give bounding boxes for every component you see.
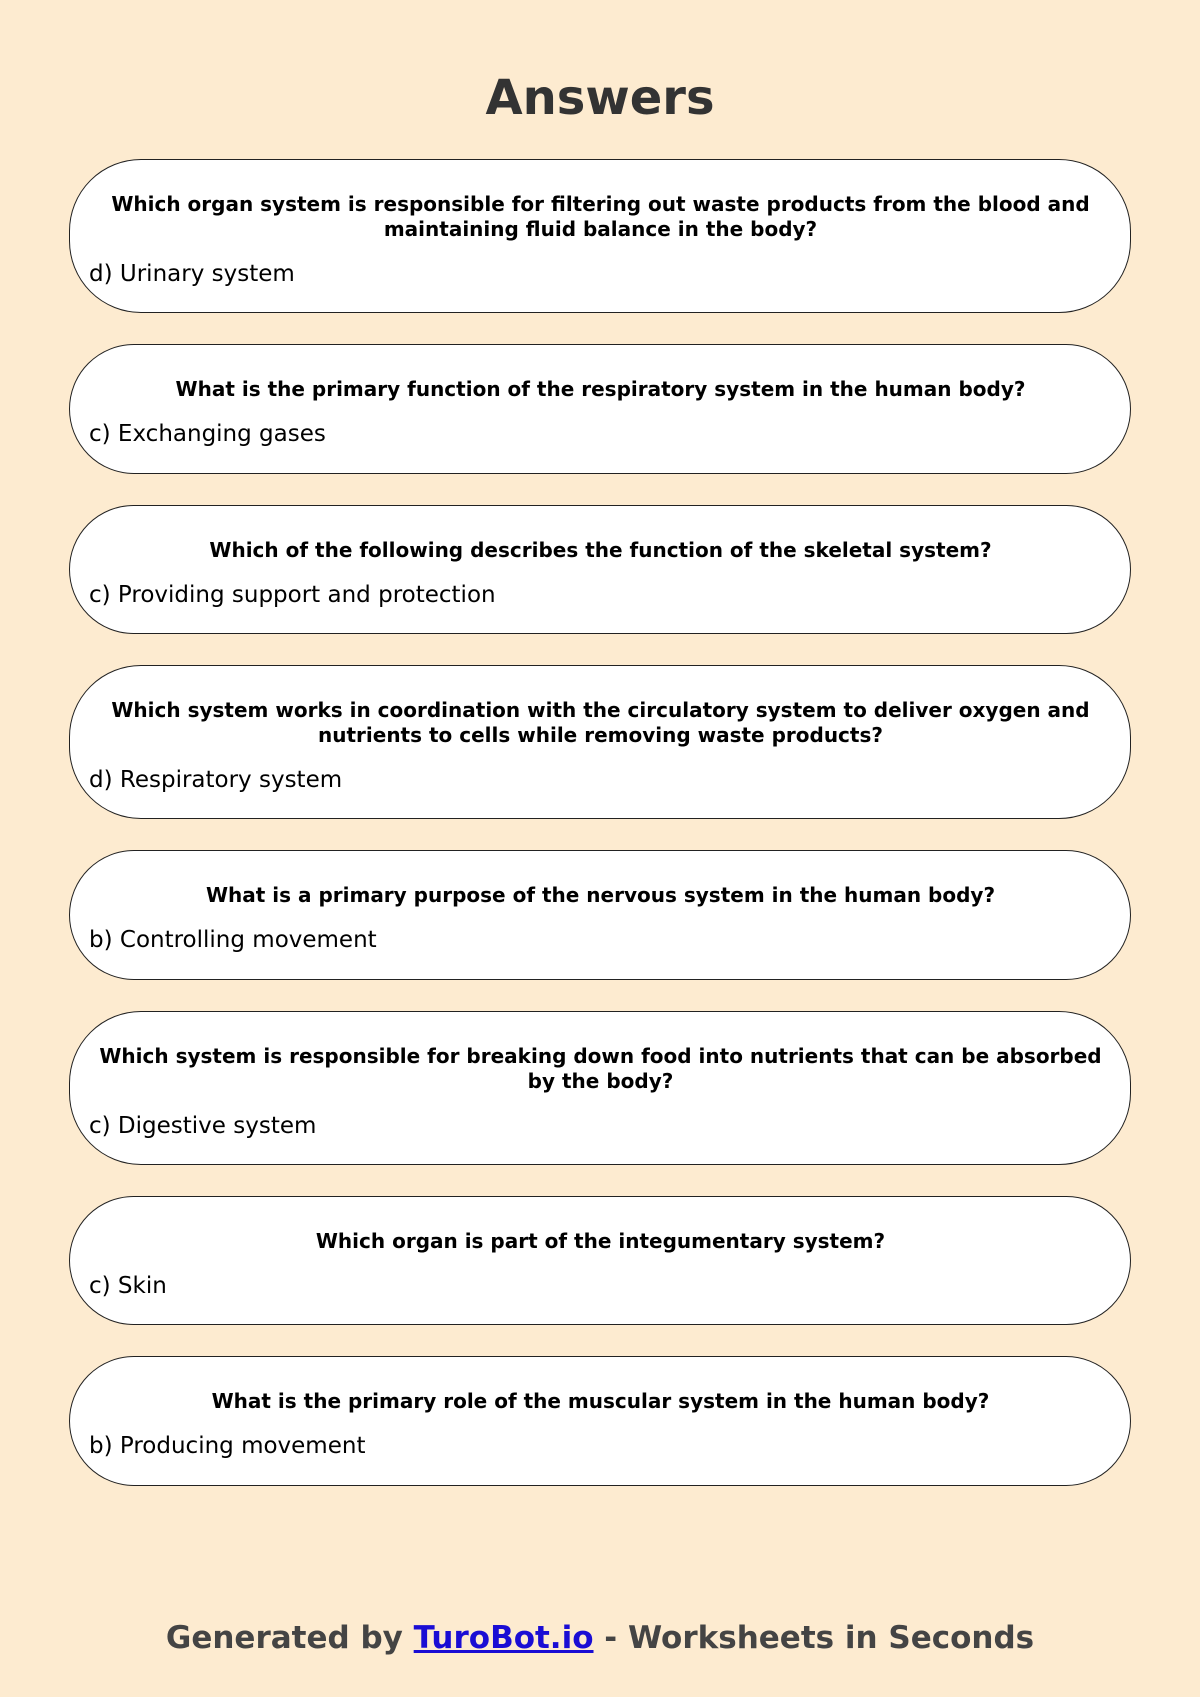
answer-card — [69, 159, 1131, 313]
question-text: What is the primary role of the muscular system in the human body? — [211, 1389, 990, 1413]
question-text: What is a primary purpose of the nervous system in the human body? — [205, 883, 996, 907]
answer-text: d) Respiratory system — [89, 767, 343, 793]
answer-card — [69, 1196, 1131, 1325]
answer-text: b) Producing movement — [89, 1433, 366, 1459]
answer-text: c) Digestive system — [89, 1113, 317, 1139]
turobot-link[interactable]: TuroBot.io — [413, 1620, 594, 1656]
question-text: Which of the following describes the function of the skeletal system? — [209, 538, 992, 562]
answer-text: b) Controlling movement — [89, 927, 377, 953]
question-text: Which organ is part of the integumentary system? — [315, 1229, 886, 1253]
footer-prefix: Generated by — [165, 1620, 414, 1656]
answer-text: d) Urinary system — [89, 261, 295, 287]
page-title: Answers — [485, 70, 715, 126]
answer-card — [69, 1011, 1131, 1165]
answer-card — [69, 505, 1131, 634]
question-text: Which system works in coordination with the circulatory system to deliver oxygen and nutrients to cells while removing waste products? — [111, 698, 1090, 747]
answer-card — [69, 665, 1131, 819]
footer-suffix: - Worksheets in Seconds — [593, 1620, 1035, 1656]
footer — [0, 1618, 1200, 1658]
answer-card — [69, 850, 1131, 980]
answer-text: c) Skin — [89, 1273, 167, 1299]
answer-card — [69, 1356, 1131, 1486]
question-text: What is the primary function of the respiratory system in the human body? — [175, 377, 1026, 401]
answer-text: c) Exchanging gases — [89, 421, 326, 447]
answer-card — [69, 344, 1131, 474]
question-text: Which system is responsible for breaking down food into nutrients that can be absorbed by the body? — [99, 1044, 1102, 1093]
question-text: Which organ system is responsible for filtering out waste products from the blood and maintaining fluid balance in the body? — [111, 192, 1090, 241]
answer-text: c) Providing support and protection — [89, 582, 496, 608]
